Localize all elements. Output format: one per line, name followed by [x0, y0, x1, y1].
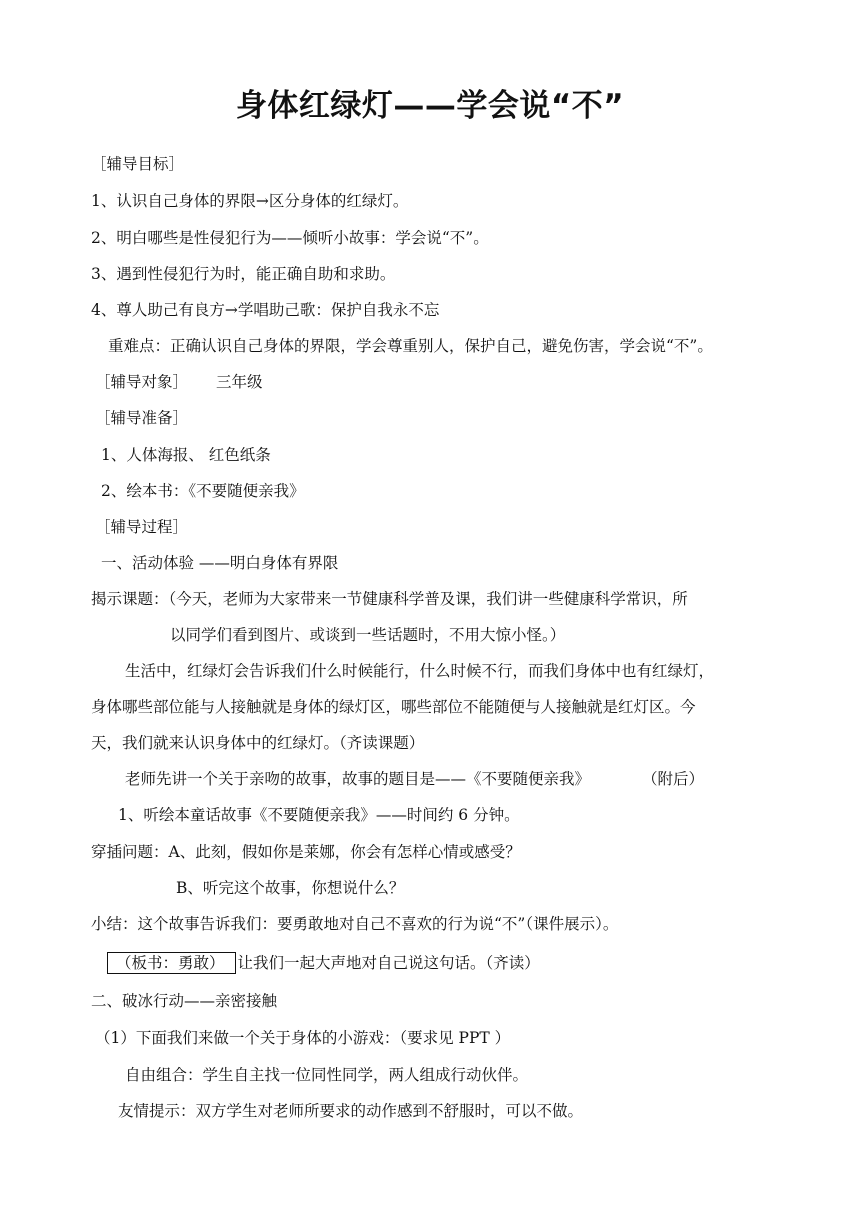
part-one-heading: 一、活动体验 ——明白身体有界限 [101, 554, 339, 572]
interjected-question-b: B、听完这个故事，你想说什么？ [176, 879, 405, 897]
audience-value: 三年级 [216, 373, 263, 391]
interjected-question-a: 穿插问题：A、此刻，假如你是莱娜，你会有怎样心情或感受？ [91, 843, 521, 861]
document-title: 身体红绿灯——学会说“不” [235, 88, 625, 124]
board-note-line [107, 952, 540, 974]
goal-item-2: 2、明白哪些是性侵犯行为——倾听小故事：学会说“不”。 [91, 229, 489, 247]
story-intro-text: 老师先讲一个关于亲吻的故事，故事的题目是——《不要随便亲我》 [125, 770, 591, 788]
section-heading-goals: ［辅导目标］ [91, 155, 185, 173]
paragraph-line-1: 生活中，红绿灯会告诉我们什么时候能行，什么时候不行，而我们身体中也有红绿灯， [125, 662, 715, 680]
friendly-tip-line: 友情提示：双方学生对老师所要求的动作感到不舒服时，可以不做。 [118, 1102, 584, 1120]
paragraph-line-3: 天，我们就来认识身体中的红绿灯。（齐读课题） [91, 734, 425, 752]
game-intro-line: （1）下面我们来做一个关于身体的小游戏：（要求见 PPT ） [95, 1029, 511, 1047]
section-heading-preparation: ［辅导准备］ [95, 409, 189, 427]
reveal-topic-line-2: 以同学们看到图片、或谈到一些话题时，不用大惊小怪。） [170, 626, 566, 644]
section-heading-audience: ［辅导对象］ [95, 373, 189, 391]
free-grouping-line: 自由组合：学生自主找一位同性同学，两人组成行动伙伴。 [125, 1066, 529, 1084]
goal-item-3: 3、遇到性侵犯行为时，能正确自助和求助。 [91, 265, 396, 283]
goal-item-1: 1、认识自己身体的界限→区分身体的红绿灯。 [91, 192, 409, 210]
section-heading-process: ［辅导过程］ [95, 518, 189, 536]
key-difficulty-text: 重难点：正确认识自己身体的界限，学会尊重别人，保护自己，避免伤害，学会说“不”。 [108, 337, 713, 355]
board-note-box: （板书：勇敢） [107, 952, 236, 974]
audience-line [95, 372, 263, 392]
preparation-item-1: 1、人体海报、 红色纸条 [101, 446, 271, 464]
preparation-item-2: 2、绘本书：《不要随便亲我》 [101, 482, 305, 500]
appendix-note: （附后） [642, 770, 705, 788]
summary-line: 小结：这个故事告诉我们：要勇敢地对自己不喜欢的行为说“不”（课件展示）。 [91, 915, 619, 933]
reveal-topic-line-1: 揭示课题：（今天，老师为大家带来一节健康科学普及课，我们讲一些健康科学常识，所 [91, 590, 688, 608]
paragraph-line-2: 身体哪些部位能与人接触就是身体的绿灯区，哪些部位不能随便与人接触就是红灯区。今 [91, 698, 696, 716]
story-intro-line [125, 769, 704, 789]
listen-story-item: 1、听绘本童话故事《不要随便亲我》——时间约 6 分钟。 [118, 806, 520, 824]
read-aloud-text: 让我们一起大声地对自己说这句话。（齐读） [237, 954, 540, 972]
part-two-heading: 二、破冰行动——亲密接触 [91, 992, 278, 1010]
goal-item-4: 4、尊人助己有良方→学唱助己歌：保护自我永不忘 [91, 301, 440, 319]
